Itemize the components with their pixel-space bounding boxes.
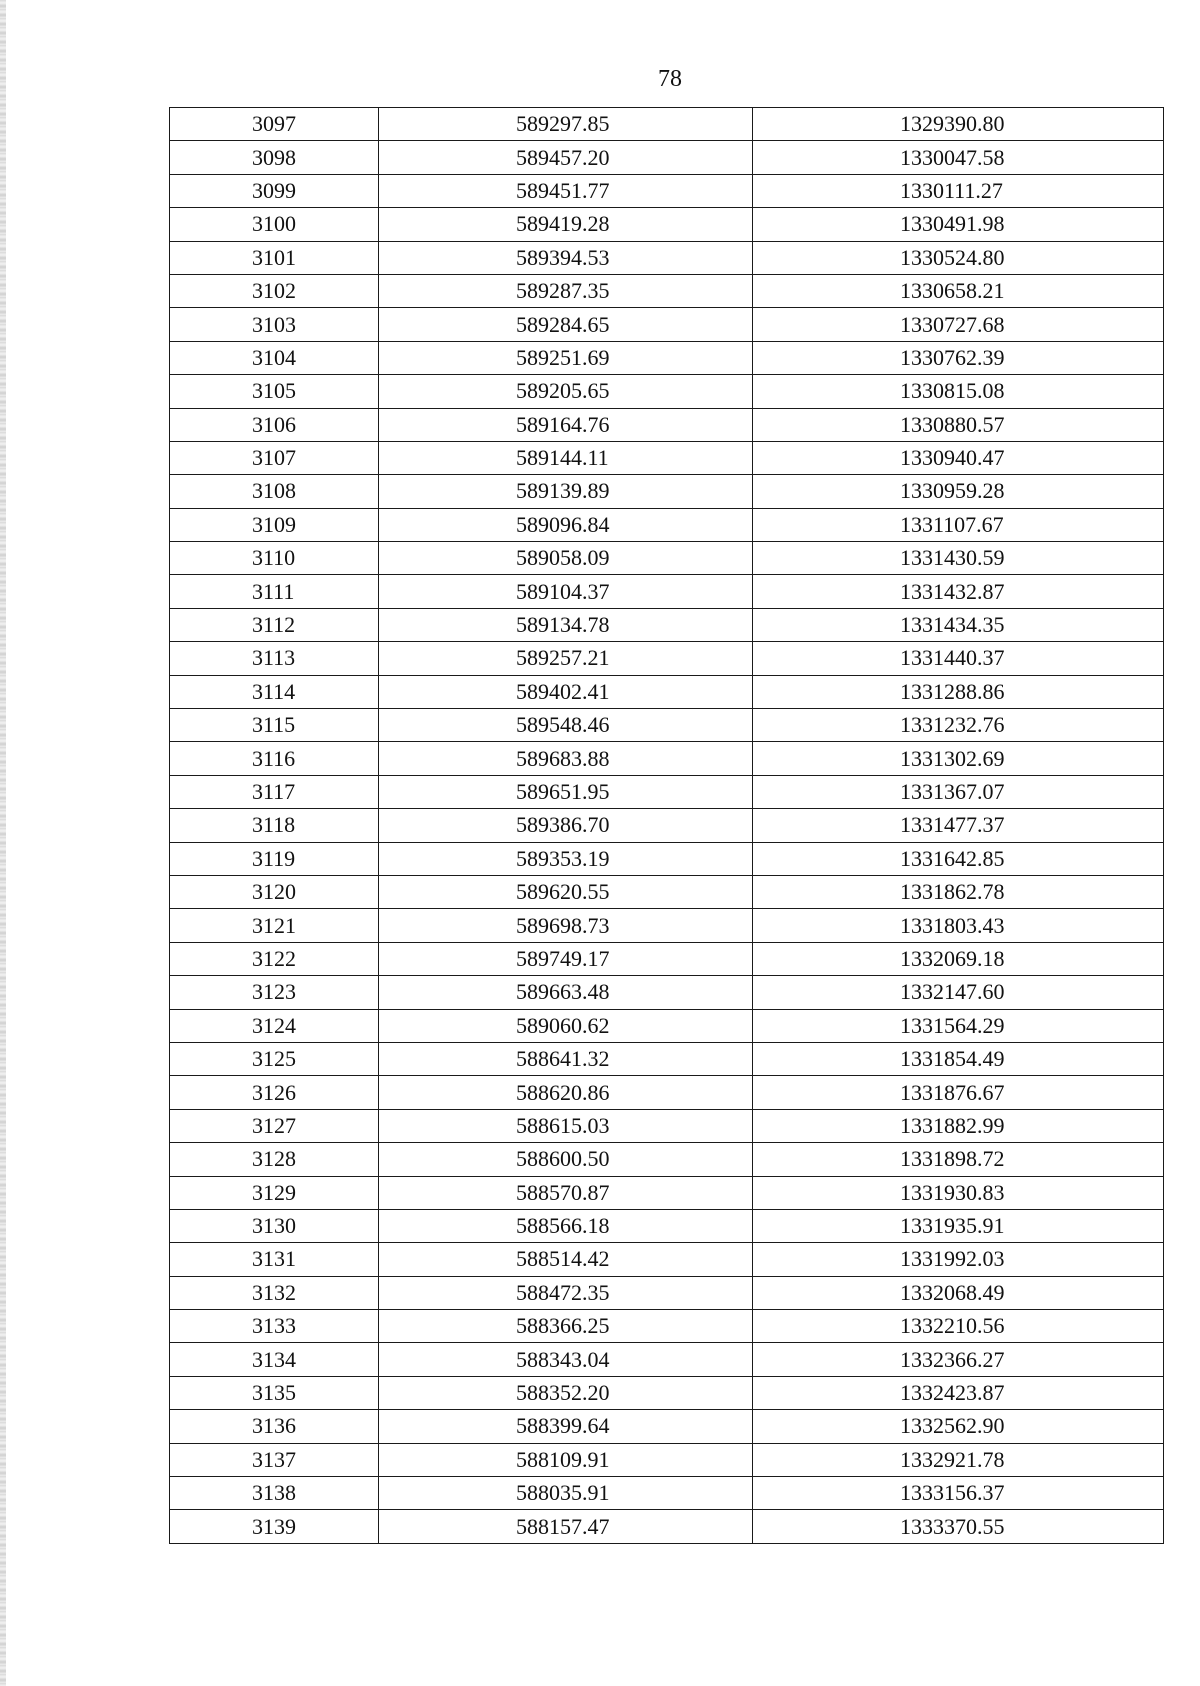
x-coordinate-cell: 588566.18 xyxy=(379,1209,753,1242)
point-number-cell: 3139 xyxy=(170,1510,379,1543)
table-row xyxy=(170,642,1164,675)
point-number-cell: 3117 xyxy=(170,775,379,808)
y-coordinate-cell: 1331876.67 xyxy=(753,1076,1164,1109)
table-row xyxy=(170,375,1164,408)
x-coordinate-cell: 589548.46 xyxy=(379,709,753,742)
table-row xyxy=(170,842,1164,875)
point-number-cell: 3098 xyxy=(170,141,379,174)
point-number-cell: 3116 xyxy=(170,742,379,775)
point-number-cell: 3132 xyxy=(170,1276,379,1309)
coordinate-table-body xyxy=(170,108,1164,1544)
x-coordinate-cell: 588615.03 xyxy=(379,1109,753,1142)
point-number-cell: 3114 xyxy=(170,675,379,708)
x-coordinate-cell: 589651.95 xyxy=(379,775,753,808)
point-number-cell: 3118 xyxy=(170,809,379,842)
y-coordinate-cell: 1330880.57 xyxy=(753,408,1164,441)
y-coordinate-cell: 1331440.37 xyxy=(753,642,1164,675)
point-number-cell: 3110 xyxy=(170,542,379,575)
table-row xyxy=(170,308,1164,341)
x-coordinate-cell: 588366.25 xyxy=(379,1310,753,1343)
x-coordinate-cell: 589104.37 xyxy=(379,575,753,608)
table-row xyxy=(170,1209,1164,1242)
table-row xyxy=(170,1042,1164,1075)
x-coordinate-cell: 589683.88 xyxy=(379,742,753,775)
table-row xyxy=(170,1510,1164,1543)
point-number-cell: 3109 xyxy=(170,508,379,541)
point-number-cell: 3131 xyxy=(170,1243,379,1276)
table-row xyxy=(170,1477,1164,1510)
y-coordinate-cell: 1332069.18 xyxy=(753,942,1164,975)
y-coordinate-cell: 1331862.78 xyxy=(753,875,1164,908)
x-coordinate-cell: 588343.04 xyxy=(379,1343,753,1376)
point-number-cell: 3136 xyxy=(170,1410,379,1443)
y-coordinate-cell: 1330658.21 xyxy=(753,274,1164,307)
x-coordinate-cell: 589139.89 xyxy=(379,475,753,508)
table-row xyxy=(170,775,1164,808)
table-row xyxy=(170,441,1164,474)
y-coordinate-cell: 1330815.08 xyxy=(753,375,1164,408)
table-row xyxy=(170,1176,1164,1209)
x-coordinate-cell: 589096.84 xyxy=(379,508,753,541)
point-number-cell: 3102 xyxy=(170,274,379,307)
x-coordinate-cell: 588472.35 xyxy=(379,1276,753,1309)
x-coordinate-cell: 589164.76 xyxy=(379,408,753,441)
table-row xyxy=(170,1076,1164,1109)
point-number-cell: 3123 xyxy=(170,976,379,1009)
x-coordinate-cell: 589284.65 xyxy=(379,308,753,341)
x-coordinate-cell: 588035.91 xyxy=(379,1477,753,1510)
y-coordinate-cell: 1331803.43 xyxy=(753,909,1164,942)
y-coordinate-cell: 1331930.83 xyxy=(753,1176,1164,1209)
point-number-cell: 3129 xyxy=(170,1176,379,1209)
point-number-cell: 3120 xyxy=(170,875,379,908)
y-coordinate-cell: 1331432.87 xyxy=(753,575,1164,608)
table-row xyxy=(170,208,1164,241)
table-row xyxy=(170,909,1164,942)
y-coordinate-cell: 1332423.87 xyxy=(753,1376,1164,1409)
point-number-cell: 3127 xyxy=(170,1109,379,1142)
x-coordinate-cell: 589620.55 xyxy=(379,875,753,908)
y-coordinate-cell: 1331434.35 xyxy=(753,608,1164,641)
y-coordinate-cell: 1331992.03 xyxy=(753,1243,1164,1276)
point-number-cell: 3111 xyxy=(170,575,379,608)
table-row xyxy=(170,608,1164,641)
x-coordinate-cell: 589663.48 xyxy=(379,976,753,1009)
y-coordinate-cell: 1330727.68 xyxy=(753,308,1164,341)
x-coordinate-cell: 589297.85 xyxy=(379,108,753,141)
x-coordinate-cell: 589419.28 xyxy=(379,208,753,241)
point-number-cell: 3133 xyxy=(170,1310,379,1343)
y-coordinate-cell: 1331564.29 xyxy=(753,1009,1164,1042)
y-coordinate-cell: 1331477.37 xyxy=(753,809,1164,842)
x-coordinate-cell: 588570.87 xyxy=(379,1176,753,1209)
x-coordinate-cell: 588352.20 xyxy=(379,1376,753,1409)
table-row xyxy=(170,1109,1164,1142)
table-row xyxy=(170,1143,1164,1176)
y-coordinate-cell: 1332562.90 xyxy=(753,1410,1164,1443)
point-number-cell: 3138 xyxy=(170,1477,379,1510)
table-row xyxy=(170,1276,1164,1309)
x-coordinate-cell: 589251.69 xyxy=(379,341,753,374)
table-row xyxy=(170,1343,1164,1376)
point-number-cell: 3130 xyxy=(170,1209,379,1242)
table-row xyxy=(170,341,1164,374)
y-coordinate-cell: 1331898.72 xyxy=(753,1143,1164,1176)
x-coordinate-cell: 588109.91 xyxy=(379,1443,753,1476)
table-row xyxy=(170,675,1164,708)
point-number-cell: 3125 xyxy=(170,1042,379,1075)
y-coordinate-cell: 1331854.49 xyxy=(753,1042,1164,1075)
table-row xyxy=(170,1376,1164,1409)
y-coordinate-cell: 1333156.37 xyxy=(753,1477,1164,1510)
y-coordinate-cell: 1333370.55 xyxy=(753,1510,1164,1543)
point-number-cell: 3103 xyxy=(170,308,379,341)
table-row xyxy=(170,141,1164,174)
x-coordinate-cell: 589257.21 xyxy=(379,642,753,675)
point-number-cell: 3121 xyxy=(170,909,379,942)
y-coordinate-cell: 1330111.27 xyxy=(753,174,1164,207)
table-row xyxy=(170,709,1164,742)
x-coordinate-cell: 589457.20 xyxy=(379,141,753,174)
x-coordinate-cell: 588399.64 xyxy=(379,1410,753,1443)
point-number-cell: 3108 xyxy=(170,475,379,508)
x-coordinate-cell: 589353.19 xyxy=(379,842,753,875)
table-row xyxy=(170,542,1164,575)
point-number-cell: 3097 xyxy=(170,108,379,141)
x-coordinate-cell: 588600.50 xyxy=(379,1143,753,1176)
y-coordinate-cell: 1331232.76 xyxy=(753,709,1164,742)
y-coordinate-cell: 1332210.56 xyxy=(753,1310,1164,1343)
y-coordinate-cell: 1331288.86 xyxy=(753,675,1164,708)
x-coordinate-cell: 589060.62 xyxy=(379,1009,753,1042)
point-number-cell: 3112 xyxy=(170,608,379,641)
table-row xyxy=(170,475,1164,508)
x-coordinate-cell: 589144.11 xyxy=(379,441,753,474)
y-coordinate-cell: 1331935.91 xyxy=(753,1209,1164,1242)
y-coordinate-cell: 1332921.78 xyxy=(753,1443,1164,1476)
table-row xyxy=(170,1443,1164,1476)
table-row xyxy=(170,575,1164,608)
y-coordinate-cell: 1332068.49 xyxy=(753,1276,1164,1309)
point-number-cell: 3100 xyxy=(170,208,379,241)
point-number-cell: 3119 xyxy=(170,842,379,875)
table-row xyxy=(170,274,1164,307)
y-coordinate-cell: 1331107.67 xyxy=(753,508,1164,541)
point-number-cell: 3128 xyxy=(170,1143,379,1176)
x-coordinate-cell: 588157.47 xyxy=(379,1510,753,1543)
coordinate-table xyxy=(169,107,1164,1544)
y-coordinate-cell: 1330762.39 xyxy=(753,341,1164,374)
scan-edge xyxy=(0,0,6,1686)
y-coordinate-cell: 1330047.58 xyxy=(753,141,1164,174)
y-coordinate-cell: 1330491.98 xyxy=(753,208,1164,241)
point-number-cell: 3107 xyxy=(170,441,379,474)
point-number-cell: 3106 xyxy=(170,408,379,441)
point-number-cell: 3105 xyxy=(170,375,379,408)
x-coordinate-cell: 588514.42 xyxy=(379,1243,753,1276)
point-number-cell: 3122 xyxy=(170,942,379,975)
y-coordinate-cell: 1330940.47 xyxy=(753,441,1164,474)
table-row xyxy=(170,108,1164,141)
y-coordinate-cell: 1329390.80 xyxy=(753,108,1164,141)
table-row xyxy=(170,1009,1164,1042)
x-coordinate-cell: 588641.32 xyxy=(379,1042,753,1075)
table-row xyxy=(170,976,1164,1009)
x-coordinate-cell: 589058.09 xyxy=(379,542,753,575)
point-number-cell: 3126 xyxy=(170,1076,379,1109)
table-row xyxy=(170,809,1164,842)
point-number-cell: 3135 xyxy=(170,1376,379,1409)
table-row xyxy=(170,241,1164,274)
point-number-cell: 3099 xyxy=(170,174,379,207)
table-row xyxy=(170,1410,1164,1443)
x-coordinate-cell: 589451.77 xyxy=(379,174,753,207)
point-number-cell: 3134 xyxy=(170,1343,379,1376)
point-number-cell: 3104 xyxy=(170,341,379,374)
point-number-cell: 3113 xyxy=(170,642,379,675)
table-row xyxy=(170,1243,1164,1276)
coordinate-table-container xyxy=(169,107,1164,1544)
y-coordinate-cell: 1331367.07 xyxy=(753,775,1164,808)
y-coordinate-cell: 1332366.27 xyxy=(753,1343,1164,1376)
x-coordinate-cell: 589134.78 xyxy=(379,608,753,641)
point-number-cell: 3137 xyxy=(170,1443,379,1476)
y-coordinate-cell: 1332147.60 xyxy=(753,976,1164,1009)
x-coordinate-cell: 589402.41 xyxy=(379,675,753,708)
x-coordinate-cell: 589287.35 xyxy=(379,274,753,307)
y-coordinate-cell: 1330524.80 xyxy=(753,241,1164,274)
table-row xyxy=(170,742,1164,775)
x-coordinate-cell: 588620.86 xyxy=(379,1076,753,1109)
table-row xyxy=(170,408,1164,441)
point-number-cell: 3124 xyxy=(170,1009,379,1042)
point-number-cell: 3115 xyxy=(170,709,379,742)
y-coordinate-cell: 1331302.69 xyxy=(753,742,1164,775)
table-row xyxy=(170,174,1164,207)
table-row xyxy=(170,942,1164,975)
y-coordinate-cell: 1331430.59 xyxy=(753,542,1164,575)
x-coordinate-cell: 589386.70 xyxy=(379,809,753,842)
x-coordinate-cell: 589749.17 xyxy=(379,942,753,975)
table-row xyxy=(170,508,1164,541)
y-coordinate-cell: 1331882.99 xyxy=(753,1109,1164,1142)
x-coordinate-cell: 589394.53 xyxy=(379,241,753,274)
point-number-cell: 3101 xyxy=(170,241,379,274)
x-coordinate-cell: 589698.73 xyxy=(379,909,753,942)
table-row xyxy=(170,1310,1164,1343)
x-coordinate-cell: 589205.65 xyxy=(379,375,753,408)
page-number: 78 xyxy=(658,66,682,92)
y-coordinate-cell: 1331642.85 xyxy=(753,842,1164,875)
y-coordinate-cell: 1330959.28 xyxy=(753,475,1164,508)
table-row xyxy=(170,875,1164,908)
